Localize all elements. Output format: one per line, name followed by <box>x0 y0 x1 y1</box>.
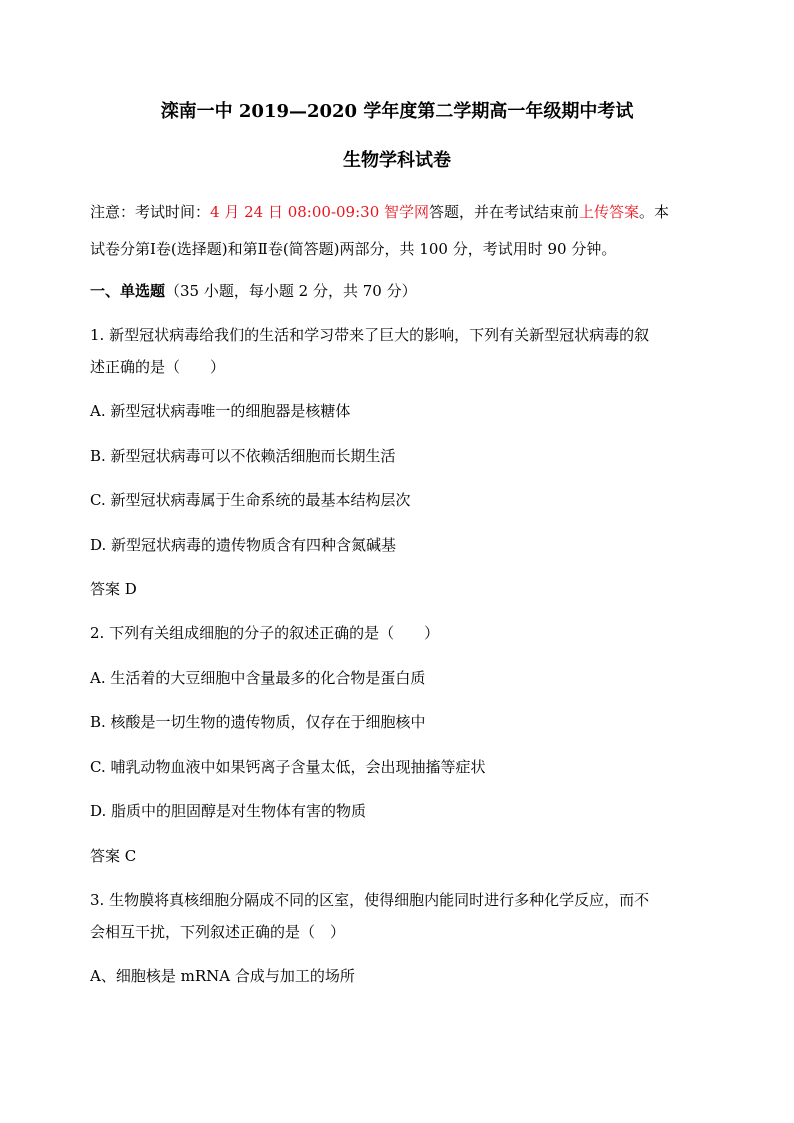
question-1-option-b: B. 新型冠状病毒可以不依赖活细胞而长期生活 <box>90 447 396 465</box>
question-2-option-c: C. 哺乳动物血液中如果钙离子含量太低，会出现抽搐等症状 <box>90 758 486 776</box>
question-2-answer: 答案 C <box>90 847 137 865</box>
section-heading <box>90 280 710 301</box>
notice-line-2: 试卷分第Ⅰ卷(选择题)和第Ⅱ卷(简答题)两部分，共 100 分，考试用时 90 分钟。 <box>90 240 617 258</box>
question-2-stem: 2. 下列有关组成细胞的分子的叙述正确的是（ ） <box>90 624 440 642</box>
notice-upload-highlight: 上传答案 <box>579 203 640 221</box>
question-1-stem-line-1: 1. 新型冠状病毒给我们的生活和学习带来了巨大的影响，下列有关新型冠状病毒的叙 <box>90 326 650 344</box>
question-2-option-d: D. 脂质中的胆固醇是对生物体有害的物质 <box>90 802 367 820</box>
question-3-stem-line-2: 会相互干扰，下列叙述正确的是（ ） <box>90 923 346 941</box>
notice-prefix: 注意：考试时间： <box>90 203 211 221</box>
section-title: 一、单选题 <box>90 282 166 300</box>
question-1-option-d: D. 新型冠状病毒的遗传物质含有四种含氮碱基 <box>90 536 397 554</box>
question-2-option-a: A. 生活着的大豆细胞中含量最多的化合物是蛋白质 <box>90 669 426 687</box>
notice-line-1 <box>90 201 710 222</box>
exam-subtitle: 生物学科试卷 <box>343 150 451 171</box>
question-3-option-a: A、细胞核是 mRNA 合成与加工的场所 <box>90 967 355 985</box>
notice-middle: 答题，并在考试结束前 <box>429 203 580 221</box>
notice-suffix: 。本 <box>639 203 670 221</box>
question-1-stem-line-2: 述正确的是（ ） <box>90 358 226 376</box>
section-note: （35 小题，每小题 2 分，共 70 分） <box>165 282 417 300</box>
question-2-option-b: B. 核酸是一切生物的遗传物质，仅存在于细胞核中 <box>90 713 426 731</box>
question-3-stem-line-1: 3. 生物膜将真核细胞分隔成不同的区室，使得细胞内能同时进行多种化学反应，而不 <box>90 891 650 909</box>
question-1-option-c: C. 新型冠状病毒属于生命系统的最基本结构层次 <box>90 491 411 509</box>
question-1-answer: 答案 D <box>90 580 137 598</box>
question-1-option-a: A. 新型冠状病毒唯一的细胞器是核糖体 <box>90 402 351 420</box>
notice-time-highlight: 4 月 24 日 08:00-09:30 智学网 <box>210 203 430 221</box>
exam-title: 滦南一中 2019—2020 学年度第二学期高一年级期中考试 <box>160 101 634 122</box>
